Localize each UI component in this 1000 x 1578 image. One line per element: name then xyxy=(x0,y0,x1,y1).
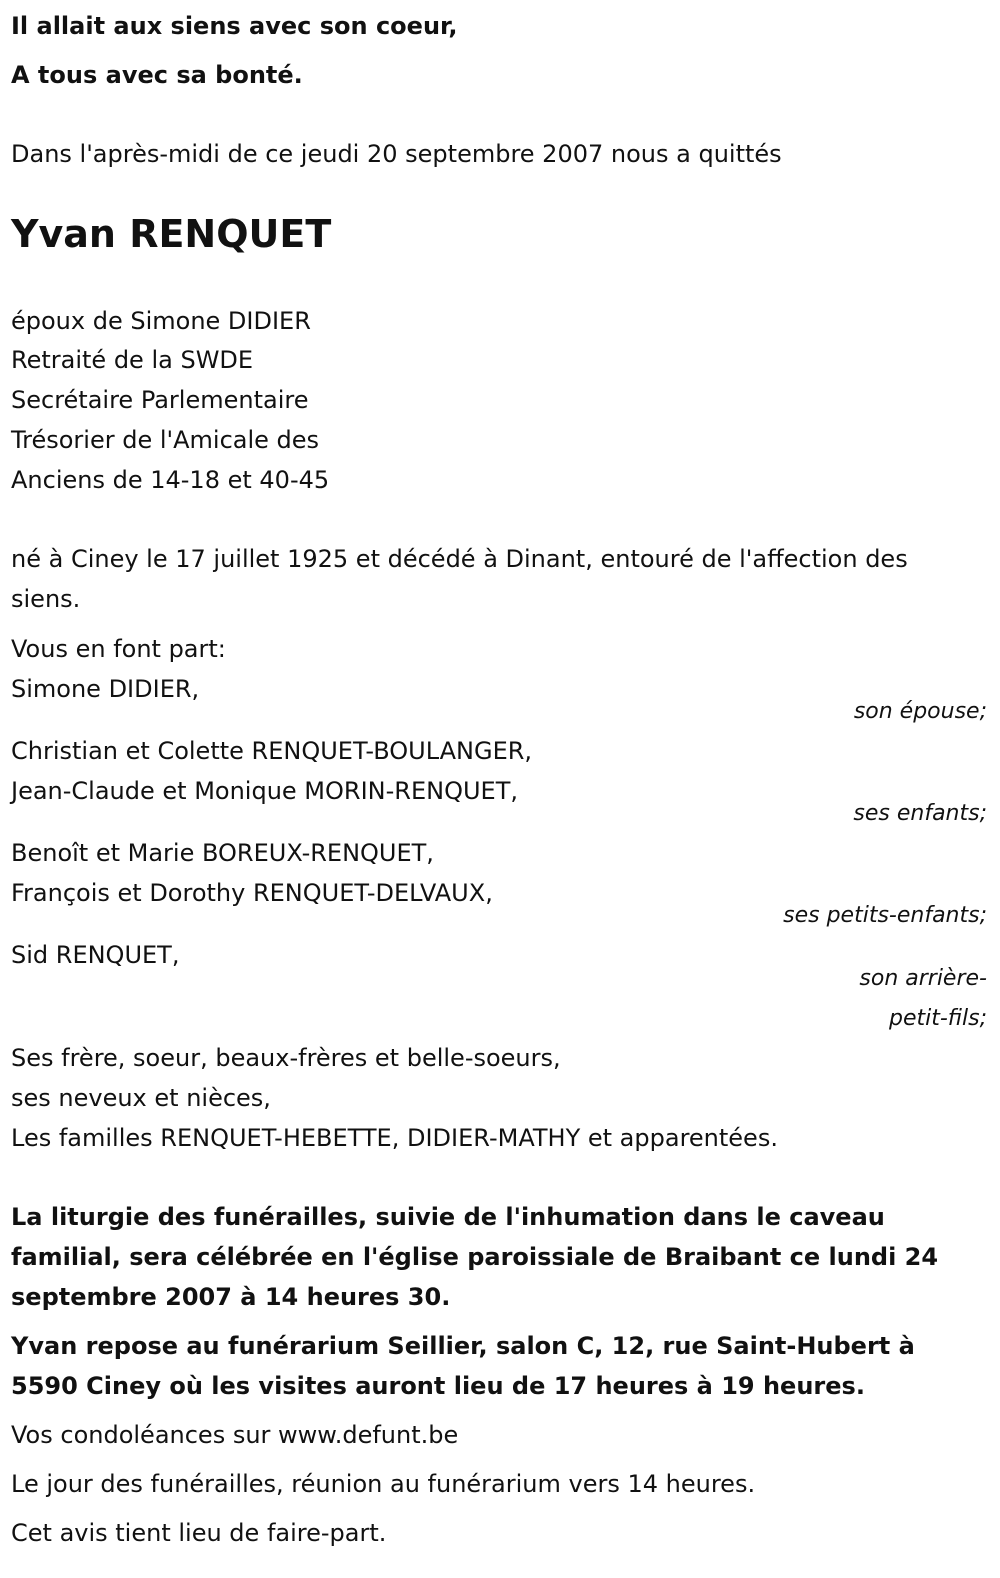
liturgy-line: familial, sera célébrée en l'église paroissiale de Braibant ce lundi 24 xyxy=(11,1243,939,1271)
repose-line: Yvan repose au funérarium Seillier, salon C, 12, rue Saint-Hubert à xyxy=(11,1332,915,1360)
repose-line: 5590 Ciney où les visites auront lieu de 17 heures à 19 heures. xyxy=(11,1372,865,1400)
epigraph-line-2: A tous avec sa bonté. xyxy=(11,61,303,89)
birth-death-line-1: né à Ciney le 17 juillet 1925 et décédé à Dinant, entouré de l'affection des xyxy=(11,545,908,573)
title-line: Anciens de 14-18 et 40-45 xyxy=(11,466,330,494)
spouse-name: Simone DIDIER, xyxy=(11,675,200,703)
liturgy-line: La liturgie des funérailles, suivie de l'inhumation dans le caveau xyxy=(11,1203,885,1231)
child-name: Jean-Claude et Monique MORIN-RENQUET, xyxy=(11,777,518,805)
children-role: ses enfants; xyxy=(853,801,987,826)
grandchild-name: Benoît et Marie BOREUX-RENQUET, xyxy=(11,839,434,867)
birth-death-line-2: siens. xyxy=(11,585,81,613)
deceased-name: Yvan RENQUET xyxy=(11,212,332,256)
great-grandchild-role-line-2: petit-fils; xyxy=(888,1006,987,1031)
notice-text: Cet avis tient lieu de faire-part. xyxy=(11,1519,387,1547)
other-family-line: ses neveux et nièces, xyxy=(11,1084,271,1112)
other-family-line: Ses frère, soeur, beaux-frères et belle-soeurs, xyxy=(11,1044,561,1072)
meeting-text: Le jour des funérailles, réunion au funérarium vers 14 heures. xyxy=(11,1470,756,1498)
spouse-role: son épouse; xyxy=(853,699,987,724)
intro-text: Dans l'après-midi de ce jeudi 20 septembre 2007 nous a quittés xyxy=(11,140,782,168)
great-grandchild-role-line-1: son arrière- xyxy=(859,966,987,991)
liturgy-line: septembre 2007 à 14 heures 30. xyxy=(11,1283,451,1311)
grandchildren-role: ses petits-enfants; xyxy=(783,903,987,928)
epigraph-line-1: Il allait aux siens avec son coeur, xyxy=(11,12,458,40)
condolences-text: Vos condoléances sur www.defunt.be xyxy=(11,1421,459,1449)
title-line: Retraité de la SWDE xyxy=(11,346,254,374)
grandchild-name: François et Dorothy RENQUET-DELVAUX, xyxy=(11,879,493,907)
announcement-label: Vous en font part: xyxy=(11,635,226,663)
child-name: Christian et Colette RENQUET-BOULANGER, xyxy=(11,737,533,765)
other-family-line: Les familles RENQUET-HEBETTE, DIDIER-MATHY et apparentées. xyxy=(11,1124,778,1152)
title-line: Trésorier de l'Amicale des xyxy=(11,426,320,454)
great-grandchild-name: Sid RENQUET, xyxy=(11,941,180,969)
title-line: époux de Simone DIDIER xyxy=(11,307,311,335)
title-line: Secrétaire Parlementaire xyxy=(11,386,309,414)
